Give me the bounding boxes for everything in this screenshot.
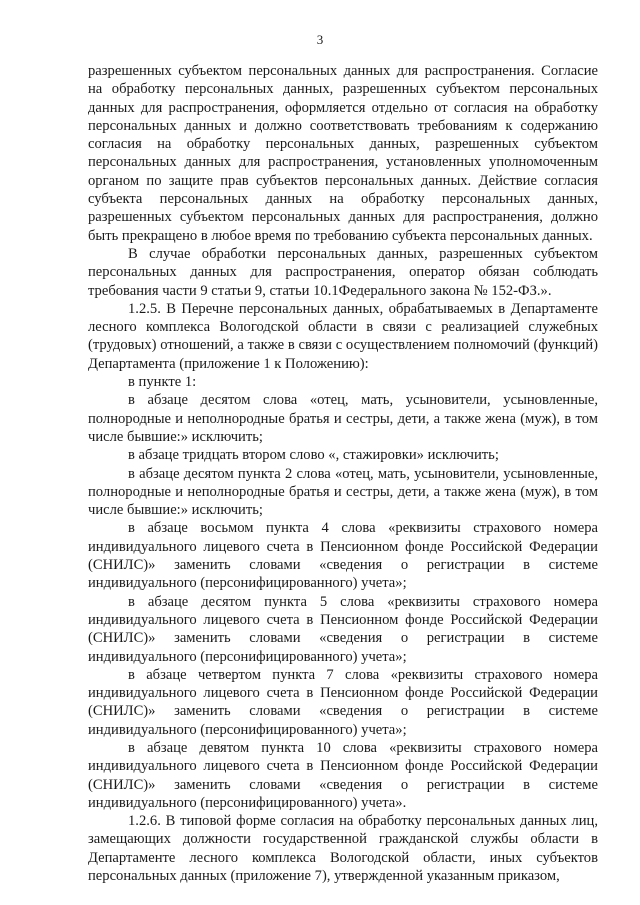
paragraph: разрешенных субъектом персональных данных для распространения. Согласие на обработку персональных данных, разрешенных субъектом персональных данных для распространения, оформляется отдельно от согласия на обработку персональных данных и должно соответствовать требованиям к содержанию согласия на обработку персональных данных, разрешенных субъектом персональных данных для распространения, установленных уполномоченным органом по защите прав субъектов персональных данных. Действие согласия субъекта персональных данных на обработку персональных данных, разрешенных субъектом персональных данных для распространения, должно быть прекращено в любое время по требованию субъекта персональных данных. xyxy=(88,63,598,244)
page-number: 3 xyxy=(316,32,324,47)
paragraph: В случае обработки персональных данных, разрешенных субъектом персональных данных для распространения, оператор обязан соблюдать требования части 9 статьи 9, статьи 10.1Федерального закона № 152-ФЗ.». xyxy=(88,245,598,299)
paragraph: в абзаце четвертом пункта 7 слова «реквизиты страхового номера индивидуального лицевого счета в Пенсионном фонде Российской Федерации (СНИЛС)» заменить словами «сведения о регистрации в системе индивидуального (персонифицированного) учета»; xyxy=(88,666,598,738)
paragraph: в абзаце десятом слова «отец, мать, усыновители, усыновленные, полнородные и неполнородные братья и сестры, дети, а также жена (муж), в том числе бывшие:» исключить; xyxy=(88,392,598,445)
paragraph: 1.2.5. В Перечне персональных данных, обрабатываемых в Департаменте лесного комплекса Вологодской области в связи с реализацией служебных (трудовых) отношений, а также в связи с осуществлением полномочий (функций) Департамента (приложение 1 к Положению): xyxy=(88,300,598,372)
paragraph: в абзаце девятом пункта 10 слова «реквизиты страхового номера индивидуального лицевого счета в Пенсионном фонде Российской Федерации (СНИЛС)» заменить словами «сведения о регистрации в системе индивидуального (персонифицированного) учета». xyxy=(88,739,598,811)
paragraph: в абзаце десятом пункта 5 слова «реквизиты страхового номера индивидуального лицевого счета в Пенсионном фонде Российской Федерации (СНИЛС)» заменить словами «сведения о регистрации в системе индивидуального (персонифицированного) учета»; xyxy=(88,593,598,665)
document-body xyxy=(88,62,598,885)
paragraph: 1.2.6. В типовой форме согласия на обработку персональных данных лиц, замещающих должности государственной гражданской службы области в Департаменте лесного комплекса Вологодской области, иных субъектов персональных данных (приложение 7), утвержденной указанным приказом, xyxy=(88,813,598,885)
paragraph: в абзаце восьмом пункта 4 слова «реквизиты страхового номера индивидуального лицевого счета в Пенсионном фонде Российской Федерации (СНИЛС)» заменить словами «сведения о регистрации в системе индивидуального (персонифицированного) учета»; xyxy=(88,520,598,592)
paragraph: в абзаце десятом пункта 2 слова «отец, мать, усыновители, усыновленные, полнородные и неполнородные братья и сестры, дети, а также жена (муж), в том числе бывшие:» исключить; xyxy=(88,465,598,519)
paragraph: в абзаце тридцать втором слово «, стажировки» исключить; xyxy=(128,447,499,464)
paragraph: в пункте 1: xyxy=(128,374,197,391)
